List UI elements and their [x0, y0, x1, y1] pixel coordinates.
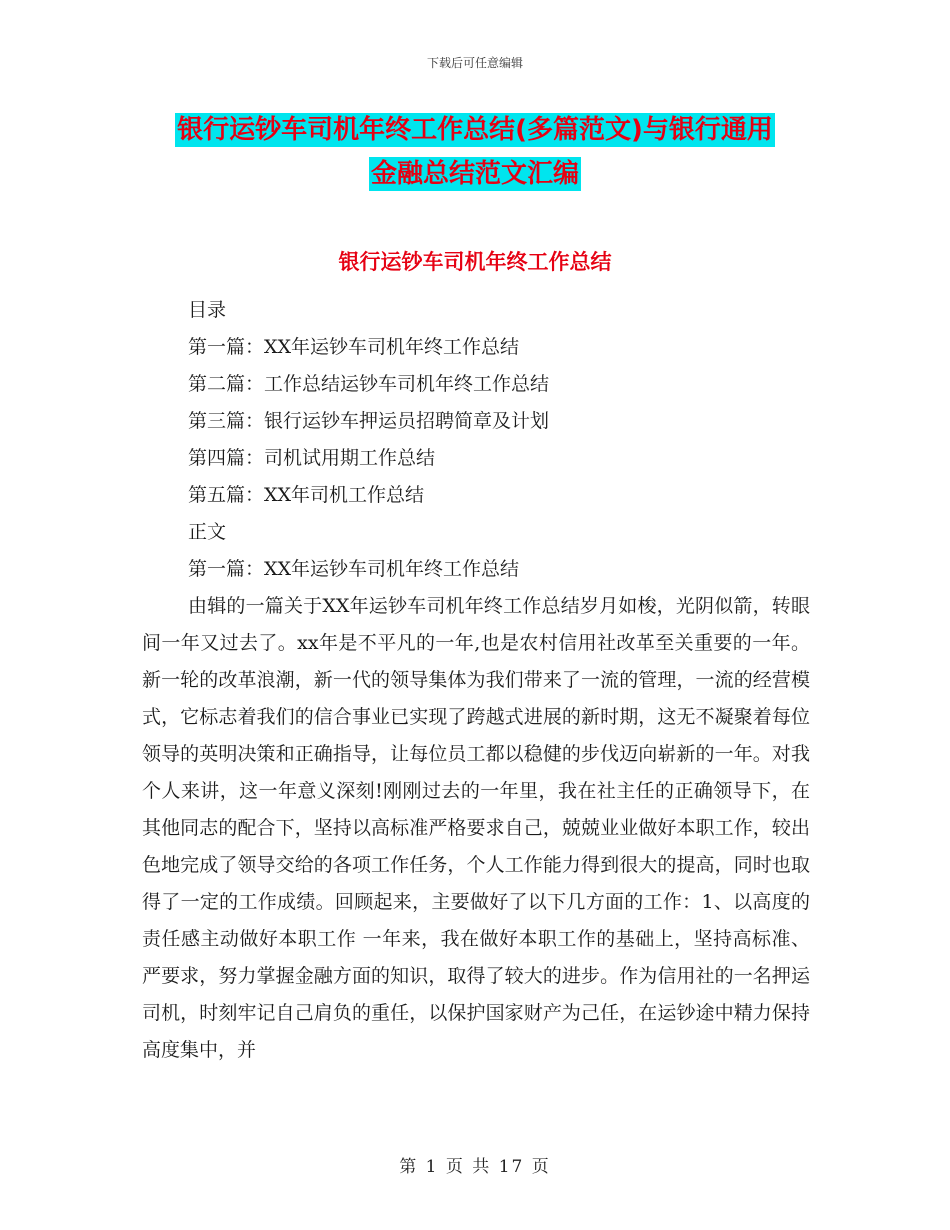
body-label: 正文 [188, 521, 227, 543]
page-footer: 第 1 页 共 17 页 [399, 1157, 551, 1177]
toc-item: 第二篇：工作总结运钞车司机年终工作总结 [188, 373, 550, 395]
header-note: 下载后可任意编辑 [426, 56, 523, 70]
toc-item: 第三篇：银行运钞车押运员招聘简章及计划 [188, 410, 550, 432]
toc-item: 第一篇：XX年运钞车司机年终工作总结 [188, 336, 520, 358]
first-section-heading: 第一篇：XX年运钞车司机年终工作总结 [188, 558, 520, 580]
document-title [0, 108, 950, 196]
toc-heading: 目录 [188, 299, 227, 321]
section-title: 银行运钞车司机年终工作总结 [338, 250, 612, 274]
document-title-line-1: 银行运钞车司机年终工作总结(多篇范文)与银行通用 [177, 115, 773, 145]
body-paragraph: 由辑的一篇关于XX年运钞车司机年终工作总结岁月如梭，光阴似箭，转眼间一年又过去了。xx年是不平凡的一年,也是农村信用社改革至关重要的一年。新一轮的改革浪潮，新一代的领导集体为我们带来了一流的管理，一流的经营模式，它标志着我们的信合事业已实现了跨越式进展的新时期，这无不凝聚着每位领导的英明决策和正确指导，让每位员工都以稳健的步伐迈向崭新的一年。对我个人来讲，这一年意义深刻!刚刚过去的一年里，我在社主任的正确领导下，在其他同志的配合下，坚持以高标准严格要求自己，兢兢业业做好本职工作，较出色地完成了领导交给的各项工作任务，个人工作能力得到很大的提高，同时也取得了一定的工作成绩。回顾起来，主要做好了以下几方面的工作：1、以高度的责任感主动做好本职工作 一年来，我在做好本职工作的基础上，坚持高标准、严要求，努力掌握金融方面的知识，取得了较大的进步。作为信用社的一名押运司机，时刻牢记自己肩负的重任，以保护国家财产为己任，在运钞途中精力保持高度集中，并 [142, 595, 810, 1061]
toc-item: 第四篇：司机试用期工作总结 [188, 447, 436, 469]
table-of-contents [188, 292, 549, 588]
document-title-line-2: 金融总结范文汇编 [370, 159, 579, 189]
toc-item: 第五篇：XX年司机工作总结 [188, 484, 425, 506]
